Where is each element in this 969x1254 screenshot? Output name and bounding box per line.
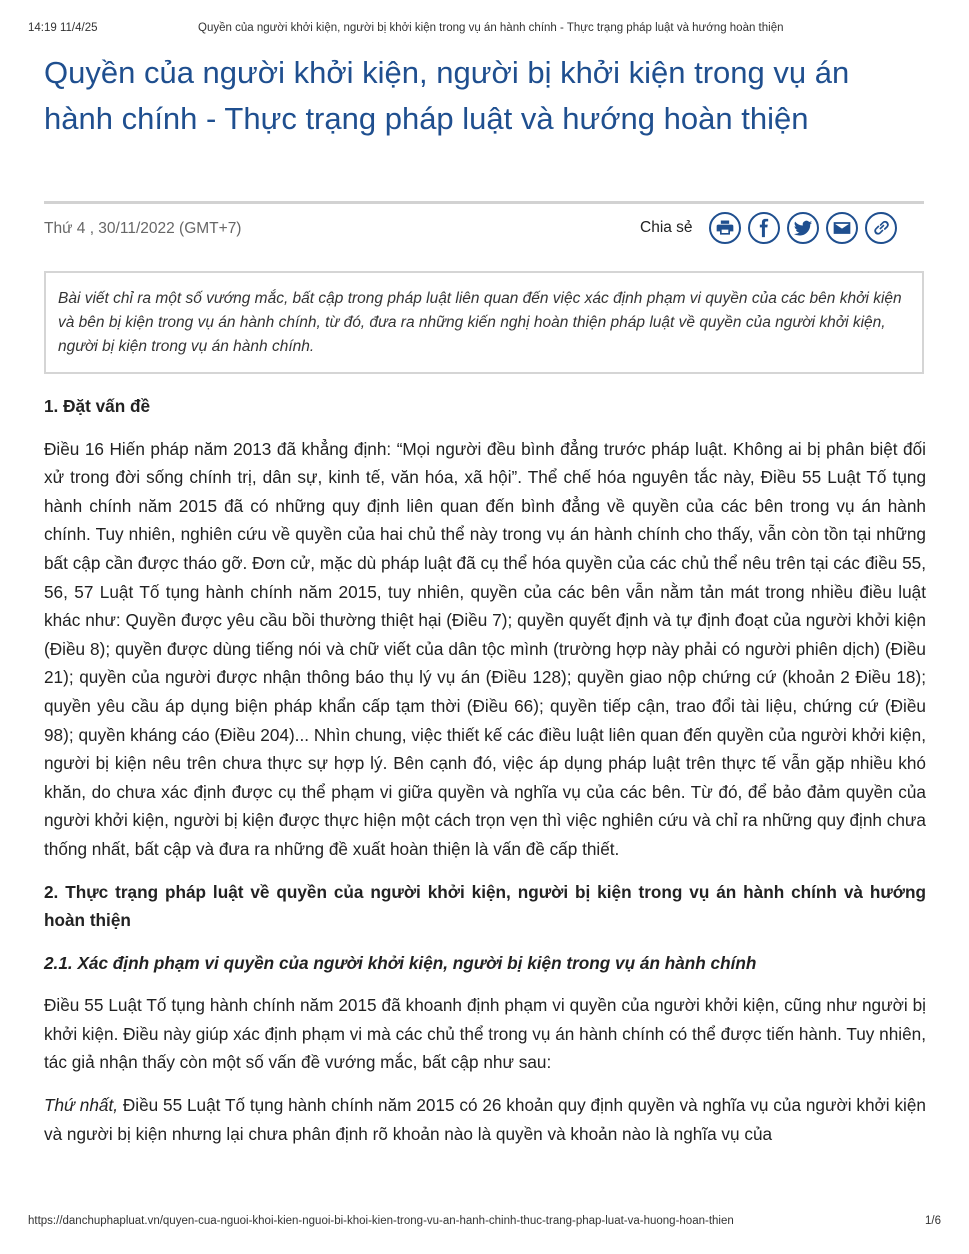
section-2-1-heading: 2.1. Xác định phạm vi quyền của người khởi kiện, người bị kiện trong vụ án hành chính [44,952,757,973]
section-2-heading: 2. Thực trạng pháp luật về quyền của người khởi kiện, người bị kiện trong vụ án hành chính và hướng hoàn thiện [44,881,926,931]
section-1-paragraph: Điều 16 Hiến pháp năm 2013 đã khẳng định: “Mọi người đều bình đẳng trước pháp luật. Không ai bị phân biệt đối xử trong đời sống chính trị, dân sự, kinh tế, văn hóa, xã hội”. Thể chế hóa nguyên tắc này, Điều 55 Luật Tố tụng hành chính năm 2015 đã có những quy định liên quan đến bình đẳng về quyền của các bên trong vụ án hành chính. Tuy nhiên, nghiên cứu về quyền của hai chủ thể này trong vụ án hành chính cho thấy, vẫn còn tồn tại những bất cập cần được tháo gỡ. Đơn cử, mặc dù pháp luật đã cụ thể hóa quyền của các chủ thể nêu trên tại các điều 55, 56, 57 Luật Tố tụng hành chính năm 2015, tuy nhiên, quyền của các bên vẫn nằm tản mát trong nhiều điều luật khác như: Quyền được yêu cầu bồi thường thiệt hại (Điều 7); quyền quyết định và tự định đoạt của người khởi kiện (Điều 8); quyền được dùng tiếng nói và chữ viết của dân tộc mình (trường hợp này phải có người phiên dịch) (Điều 21); quyền của người được nhận thông báo thụ lý vụ án (Điều 128); quyền giao nộp chứng cứ (khoản 2 Điều 18); quyền yêu cầu áp dụng biện pháp khẩn cấp tạm thời (Điều 66); quyền tiếp cận, trao đổi tài liệu, chứng cứ (Điều 98); quyền kháng cáo (Điều 204)... Nhìn chung, việc thiết kế các điều luật liên quan đến quyền của người khởi kiện, người bị kiện nêu trên chưa thực sự hợp lý. Bên cạnh đó, việc áp dụng pháp luật trên thực tế vẫn gặp nhiều khó khăn, do chưa xác định được cụ thể phạm vi giữa quyền và nghĩa vụ của các bên. Từ đó, để bảo đảm quyền của người khởi kiện, người bị kiện được thực hiện một cách trọn vẹn thì việc nghiên cứu và chỉ ra những quy định chưa thống nhất, bất cập và đưa ra những đề xuất hoàn thiện là vấn đề cấp thiết. [44,438,926,859]
print-icon[interactable] [709,212,741,244]
first-point-lead: Thứ nhất, [44,1095,119,1116]
twitter-icon[interactable] [787,212,819,244]
share-bar [640,212,904,244]
page-url: https://danchuphapluat.vn/quyen-cua-nguoi-khoi-kien-nguoi-bi-khoi-kien-trong-vu-an-hanh-chinh-thuc-trang-phap-luat-va-huong-hoan-thien [28,1215,734,1227]
title-divider [44,201,924,204]
section-2-1-paragraph: Điều 55 Luật Tố tụng hành chính năm 2015 đã khoanh định phạm vi quyền của người khởi kiện, cũng như người bị khởi kiện. Điều này giúp xác định phạm vi mà các chủ thể trong vụ án hành chính có thể được tiến hành. Tuy nhiên, tác giả nhận thấy còn một số vấn đề vướng mắc, bất cập như sau: [44,995,926,1073]
section-1-heading: 1. Đặt vấn đề [44,396,151,416]
page-number: 1/6 [925,1215,941,1227]
first-point-text: Điều 55 Luật Tố tụng hành chính năm 2015 có 26 khoản quy định quyền và nghĩa vụ của người khởi kiện và người bị kiện nhưng lại chưa phân định rõ khoản nào là quyền và khoản nào là nghĩa vụ của [44,1095,926,1144]
article-body [44,392,926,1162]
facebook-icon[interactable] [748,212,780,244]
print-doc-title: Quyền của người khởi kiện, người bị khởi kiện trong vụ án hành chính - Thực trạng pháp luật và hướng hoàn thiện [198,22,784,34]
email-icon[interactable] [826,212,858,244]
print-timestamp: 14:19 11/4/25 [28,22,98,34]
share-label: Chia sẻ [640,219,693,236]
print-footer [28,1215,941,1227]
article-summary: Bài viết chỉ ra một số vướng mắc, bất cập trong pháp luật liên quan đến việc xác định phạm vi quyền của các bên khởi kiện và bên bị kiện trong vụ án hành chính, từ đó, đưa ra những kiến nghị hoàn thiện pháp luật về quyền của người khởi kiện, người bị kiện trong vụ án hành chính. [44,271,924,374]
link-icon[interactable] [865,212,897,244]
first-point-paragraph [44,1091,926,1148]
print-header [28,22,941,34]
article-date: Thứ 4 , 30/11/2022 (GMT+7) [44,220,242,237]
article-title: Quyền của người khởi kiện, người bị khởi kiện trong vụ án hành chính - Thực trạng pháp luật và hướng hoàn thiện [44,55,850,136]
